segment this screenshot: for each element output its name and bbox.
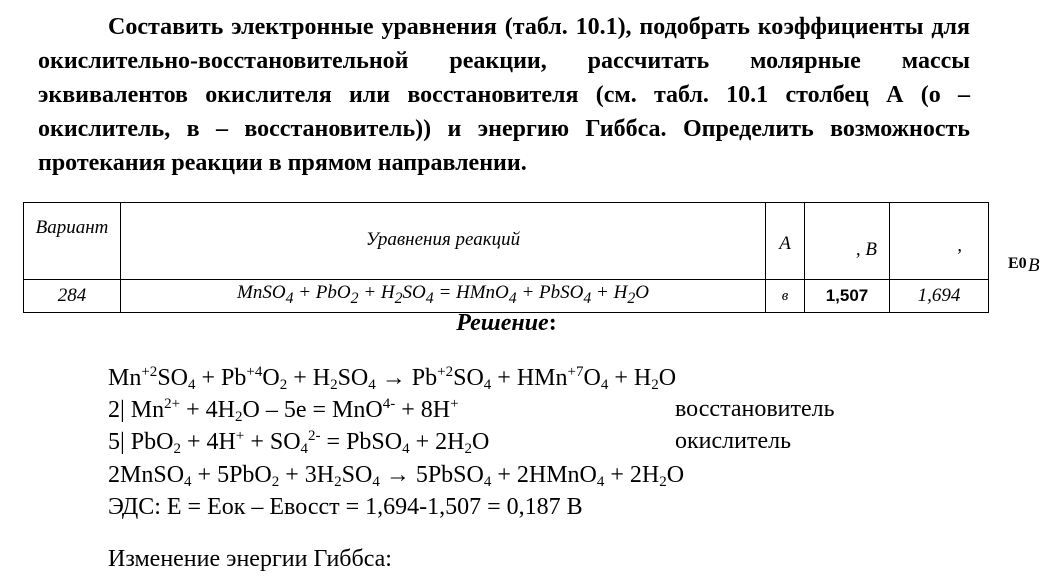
header-c-comma: ,	[957, 235, 962, 256]
row-variant: 284	[24, 280, 121, 313]
half-reaction-oxidizer: 5| $PbO_2 + 4H^+ + SO_4^{2-}$ = PbSO$_4$ + $2H_2O$	[108, 428, 490, 457]
gibbs-heading: Изменение энергии Гиббса:	[108, 546, 392, 572]
reactions-table	[23, 202, 1040, 313]
row-potential-b: 1,507	[805, 280, 890, 313]
header-potential-c	[890, 203, 1040, 280]
header-potential-b: , В	[805, 203, 890, 280]
row-equation: MnSO$_4$ + $PbO_2 + H_2SO_4$ = HMnO$_4$ + PbSO$_4$ + $H_2O$	[121, 280, 766, 313]
task-statement: Составить электронные уравнения (табл. 10.1), подобрать коэффициенты для окислительно-восстановительной реакции, рассчитать молярные массы эквивалентов окислителя или восстановителя (см. табл. 10.1 столбец А (о – окислитель, в – восстановитель)) и энергию Гиббса. Определить возможность протекания реакции в прямом направлении.	[38, 14, 970, 176]
emf-calculation: ЭДС: Е = Еок – Евосст = 1,694-1,507 = 0,187 В	[108, 494, 583, 520]
header-c-e0: E0	[1008, 255, 1027, 272]
table-header-row	[24, 203, 989, 280]
row-potential-c: 1,694	[890, 280, 989, 313]
reaction-line-oxidation-states: $Mn^{+2}SO_4 + Pb^{+4}O_2 + H_2SO_4 \to Pb^{+2}SO_4 + HMn^{+7}O_4 + H_2O$	[108, 364, 677, 393]
header-a: А	[766, 203, 805, 280]
header-c-unit: В	[1028, 255, 1040, 276]
reducer-label: восстановитель	[675, 396, 835, 422]
balanced-equation: 2MnSO$_4$ + $5PbO_2 + 3H_2SO_4$ → 5PbSO$_4$ + 2HMnO$_4$ + $2H_2O$	[108, 462, 685, 490]
solution-title: Решение:	[456, 310, 557, 336]
row-a: в	[766, 280, 805, 313]
table-row	[24, 280, 989, 313]
header-variant: Вариант	[24, 203, 121, 280]
oxidizer-label: окислитель	[675, 428, 792, 454]
half-reaction-reducer: 2| $Mn^{2+} + 4H_2O - 5e = MnO^{4-} + 8H^+$	[108, 396, 459, 425]
header-equation: Уравнения реакций	[121, 203, 766, 280]
